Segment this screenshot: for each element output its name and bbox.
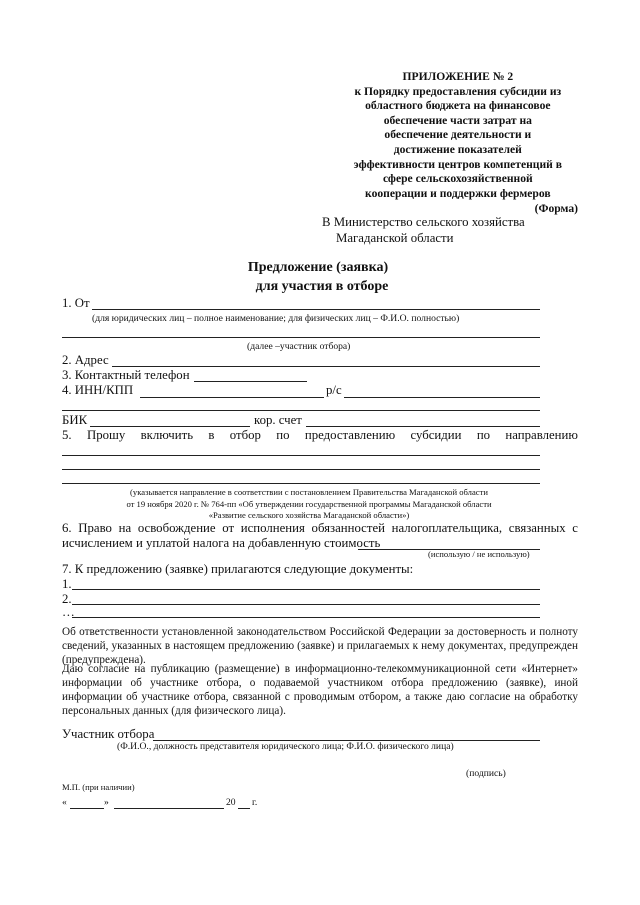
field-from-hint: (для юридических лиц – полное наименование; для физических лиц – Ф.И.О. полностью) [92, 313, 460, 324]
sign-hint: (подпись) [466, 768, 506, 779]
appendix-line: обеспечение части затрат на [383, 113, 532, 127]
date-suffix: г. [252, 797, 258, 808]
title-line: Предложение (заявка) [247, 260, 389, 275]
word: включить [140, 428, 194, 442]
addressee [322, 214, 525, 246]
appendix-line: эффективности центров компетенций в [353, 157, 562, 171]
appendix-line: областного бюджета на финансовое [365, 99, 551, 113]
word: предоставлению [304, 428, 396, 442]
date-year-input[interactable] [238, 808, 250, 809]
word: отбор [229, 428, 261, 442]
field-direction-input-3[interactable] [62, 483, 540, 484]
field-inn-label: 4. ИНН/КПП [62, 383, 134, 397]
hint-line: (указывается направление в соответствии с постановлением Правительства Магаданской области [130, 487, 488, 497]
document-item-input-2[interactable] [72, 604, 540, 605]
field-inn-input[interactable] [140, 397, 324, 398]
signature-label: Участник отбора [62, 727, 155, 741]
field-rs-input[interactable] [344, 397, 540, 398]
documents-label: 7. К предложению (заявке) прилагаются следующие документы: [62, 562, 414, 576]
participant-hint: (далее –участник отбора) [247, 341, 351, 352]
document-item-number: … [62, 605, 75, 619]
word: в [208, 428, 215, 442]
field-vat-text-2: исчислением и уплатой налога на добавленную стоимость [62, 536, 381, 550]
field-vat-text: 6. Право на освобождение от исполнения обязанностей налогоплательщика, связанных с [62, 521, 578, 535]
field-phone-input[interactable] [194, 381, 307, 382]
document-item-input-3[interactable] [72, 617, 540, 618]
appendix-header [354, 70, 562, 201]
word: Прошу [86, 428, 126, 442]
appendix-line: достижение показателей [393, 142, 522, 156]
date-year-prefix: 20 [226, 797, 236, 808]
field-bik-input[interactable] [90, 426, 250, 427]
document-item-number: 2. [62, 592, 72, 606]
title-line: для участия в отборе [255, 279, 389, 294]
document-item-number: 1. [62, 577, 72, 591]
field-kor-label: кор. счет [254, 413, 302, 427]
appendix-line: сфере сельскохозяйственной [382, 172, 533, 186]
appendix-line: к Порядку предоставления субсидии из [354, 84, 562, 98]
field-address-input[interactable] [112, 366, 540, 367]
field-direction-input-2[interactable] [62, 469, 540, 470]
word: субсидии [410, 428, 462, 442]
page-title [0, 258, 640, 296]
field-phone-label: 3. Контактный телефон [62, 368, 190, 382]
field-kor-input[interactable] [306, 426, 540, 427]
date-month-input[interactable] [114, 808, 224, 809]
field-address-label: 2. Адрес [62, 353, 109, 367]
direction-hint [62, 487, 556, 522]
appendix-line: ПРИЛОЖЕНИЕ № 2 [402, 70, 514, 83]
field-from-input-2[interactable] [62, 337, 540, 338]
word: по [476, 428, 491, 442]
form-label: (Форма) [534, 202, 578, 215]
appendix-line: обеспечение деятельности и [384, 128, 532, 142]
document-item-input-1[interactable] [72, 589, 540, 590]
field-inn-input-2[interactable] [62, 410, 540, 411]
field-bik-label: БИК [62, 413, 88, 427]
hint-line: от 19 ноября 2020 г. № 764-пп «Об утверждении государственной программы Магаданской области [126, 498, 492, 509]
vat-hint: (использую / не использую) [428, 549, 530, 559]
word: 5. [62, 428, 72, 442]
field-direction-input-1[interactable] [62, 455, 540, 456]
consent-text: Даю согласие на публикацию (размещение) в информационно-телекоммуникационной сети «Интернет» информации об участнике отбора, о подаваемой участником отбора предложению (заявке), иной информации об участнике отбора, связанной с проводимым отбором, а также даю согласие на обработку персональных данных (для физического лица). [62, 663, 578, 717]
hint-line: «Развитие сельского хозяйства Магаданской области») [208, 510, 410, 520]
word: по [276, 428, 290, 442]
responsibility-text: Об ответственности установленной законодательством Российской Федерации за достоверность и полноту сведений, указанных в настоящем предложению (заявке) и прилагаемых к нему документах, предупрежден (предупреждена). [62, 626, 578, 666]
stamp-label: М.П. (при наличии) [62, 782, 135, 792]
date-open-quote: « [62, 797, 67, 808]
appendix-line: кооперации и поддержки фермеров [365, 186, 551, 200]
field-direction-text [62, 428, 578, 443]
signature-hint: (Ф.И.О., должность представителя юридического лица; Ф.И.О. физического лица) [117, 741, 454, 752]
date-day-input[interactable] [70, 808, 104, 809]
date-close-quote: » [104, 797, 109, 808]
field-from-input[interactable] [92, 309, 540, 310]
word: направлению [505, 428, 578, 442]
field-rs-label: р/с [326, 383, 342, 397]
field-from-label: 1. От [62, 296, 90, 310]
addressee-line: В Министерство сельского хозяйства [322, 215, 525, 229]
addressee-line: Магаданской области [336, 231, 454, 245]
